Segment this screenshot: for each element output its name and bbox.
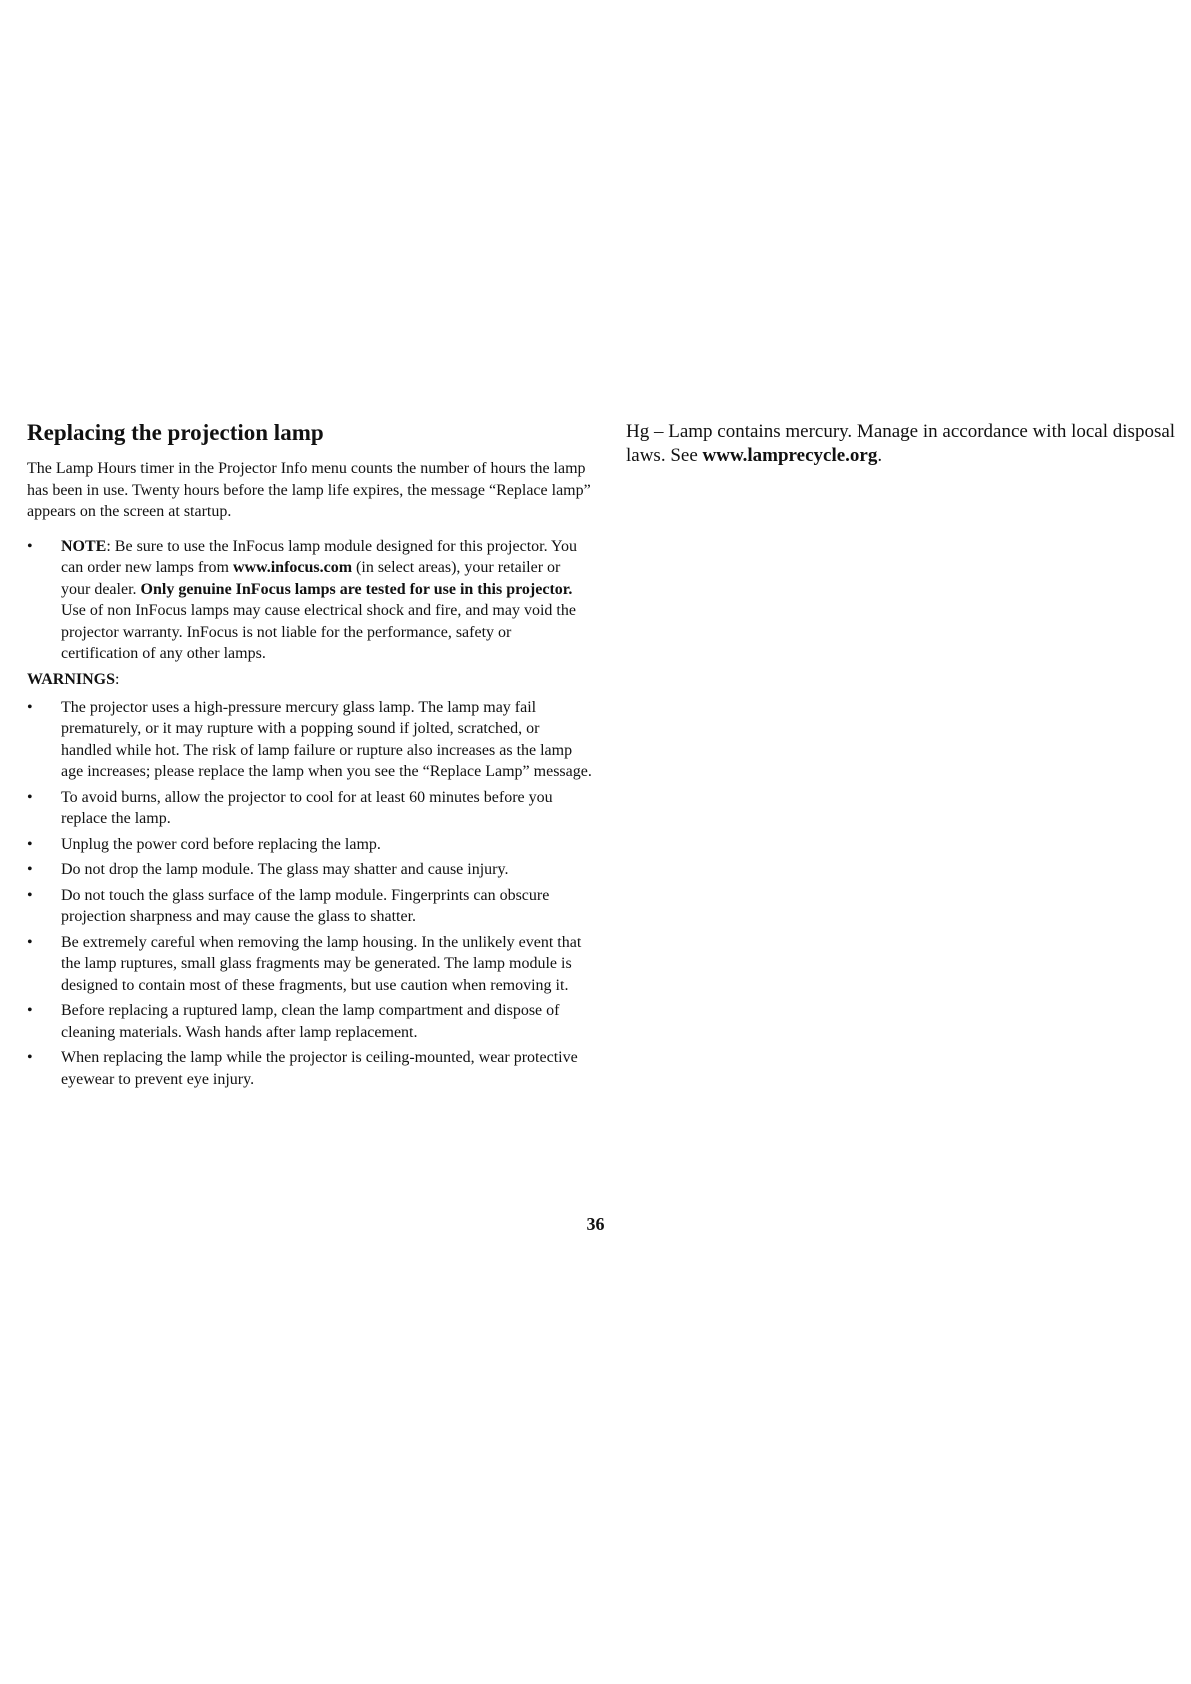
bullet-icon: • [27, 886, 33, 904]
section-title: Replacing the projection lamp [27, 420, 324, 445]
warning-item [27, 834, 592, 856]
note-bold-statement: Only genuine InFocus lamps are tested for use in this projector. [140, 580, 573, 598]
warning-item [27, 697, 592, 783]
infocus-link[interactable]: www.infocus.com [232, 559, 353, 576]
bullet-icon: • [27, 933, 33, 951]
note-text-3: Use of non InFocus lamps may cause electrical shock and fire, and may void the projector warranty. InFocus is not liable for the performance, safety or certification of any other lamps. [61, 602, 576, 662]
bullet-icon: • [27, 861, 33, 878]
warning-item [27, 859, 592, 881]
note-text-2: (in select areas), your retailer or your dealer. [61, 559, 561, 598]
warning-item [27, 885, 592, 928]
disposal-end: . [877, 445, 883, 466]
bullet-icon: • [27, 788, 33, 806]
bullet-icon: • [27, 1049, 33, 1066]
intro-paragraph: The Lamp Hours timer in the Projector Info menu counts the number of hours the lamp has been in use. Twenty hours before the lamp life expires, the message “Replace lamp” appears on the screen at startup. [27, 460, 591, 520]
warning-text: To avoid burns, allow the projector to cool for at least 60 minutes before you replace the lamp. [61, 788, 553, 827]
left-column [27, 418, 592, 1094]
mercury-disposal-note [626, 420, 1181, 468]
warning-item [27, 787, 592, 830]
bullet-icon: • [27, 698, 33, 716]
warning-text: The projector uses a high-pressure mercury glass lamp. The lamp may fail prematurely, or it may rupture with a popping sound if jolted, scratched, or handled while hot. The risk of lamp failure or rupture also increases as the lamp age increases; please replace the lamp when you see the “Replace Lamp” message. [61, 698, 592, 780]
warning-text: Be extremely careful when removing the lamp housing. In the unlikely event that the lamp ruptures, small glass fragments may be generated. The lamp module is designed to contain most of these fragments, but use caution when removing it. [61, 933, 582, 994]
warnings-colon: : [115, 670, 120, 688]
warnings-list [27, 697, 592, 1091]
bullet-icon: • [27, 1002, 33, 1019]
warning-text: Before replacing a ruptured lamp, clean the lamp compartment and dispose of cleaning materials. Wash hands after lamp replacement. [61, 1002, 560, 1041]
warning-text: Unplug the power cord before replacing the lamp. [61, 835, 381, 853]
lamprecycle-link[interactable]: www.lamprecycle.org [702, 445, 878, 466]
warning-item [27, 932, 592, 997]
warning-text: When replacing the lamp while the projector is ceiling-mounted, wear protective eyewear to prevent eye injury. [61, 1049, 578, 1088]
note-list [27, 536, 592, 665]
warning-text: Do not touch the glass surface of the lamp module. Fingerprints can obscure projection sharpness and may cause the glass to shatter. [61, 886, 550, 925]
bullet-icon: • [27, 537, 33, 555]
warning-item [27, 1000, 592, 1043]
bullet-icon: • [27, 835, 33, 853]
right-column [626, 420, 1181, 468]
warnings-label: WARNINGS [27, 670, 116, 688]
page-number: 36 [586, 1214, 605, 1234]
warning-item [27, 1047, 592, 1090]
note-text-1: : Be sure to use the InFocus lamp module designed for this projector. You can order new lamps from [61, 537, 577, 576]
note-label: NOTE [61, 537, 107, 555]
note-item [27, 536, 592, 665]
warning-text: Do not drop the lamp module. The glass may shatter and cause injury. [61, 861, 509, 878]
disposal-text: Hg – Lamp contains mercury. Manage in accordance with local disposal laws. See [626, 421, 1176, 466]
warnings-heading [27, 669, 592, 691]
